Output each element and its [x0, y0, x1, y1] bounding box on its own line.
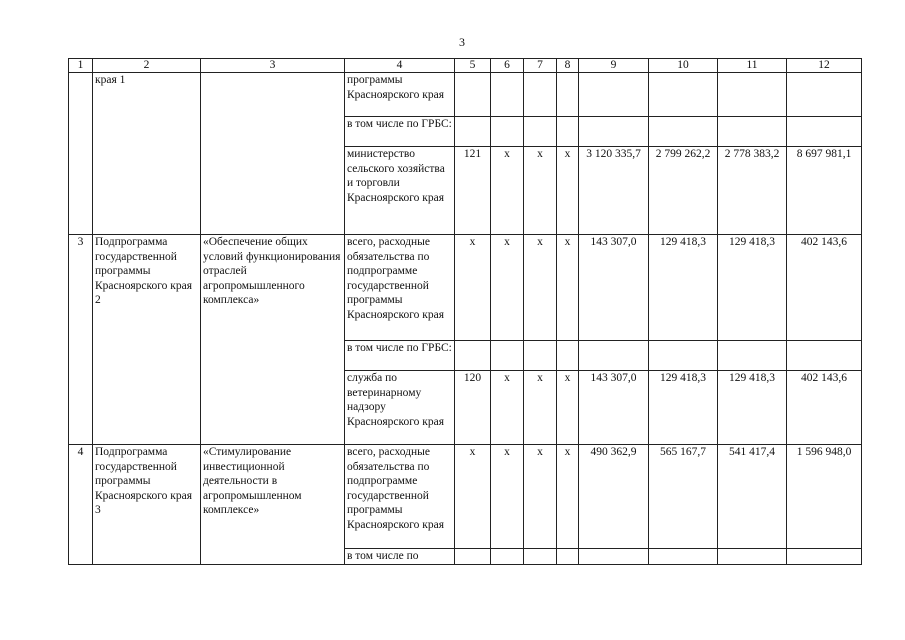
header-cell: 11 — [718, 59, 787, 73]
code-cell: х — [524, 371, 557, 445]
empty-cell — [649, 549, 718, 565]
code-cell: х — [491, 371, 524, 445]
empty-cell — [579, 549, 649, 565]
total-amount-cell: 8 697 981,1 — [787, 147, 862, 235]
empty-cell — [787, 73, 862, 117]
table-row — [69, 445, 862, 549]
amount-cell: 143 307,0 — [579, 371, 649, 445]
empty-cell — [718, 117, 787, 147]
amount-cell: 3 120 335,7 — [579, 147, 649, 235]
empty-cell — [649, 117, 718, 147]
subprogram-title-cell: «Стимулирование инвестиционной деятельности в агропромышленном комплексе» — [201, 445, 345, 565]
header-cell: 1 — [69, 59, 93, 73]
empty-cell — [455, 341, 491, 371]
empty-cell — [524, 341, 557, 371]
expense-type-cell: в том числе по ГРБС: — [345, 117, 455, 147]
empty-cell — [491, 117, 524, 147]
table-row — [69, 73, 862, 117]
budget-table — [68, 58, 862, 565]
empty-cell — [491, 549, 524, 565]
subprogram-name-cell: Подпрограмма государственной программы Красноярского края 3 — [93, 445, 201, 565]
code-cell: х — [491, 147, 524, 235]
empty-cell — [579, 117, 649, 147]
code-cell: х — [557, 371, 579, 445]
empty-cell — [455, 549, 491, 565]
empty-cell — [718, 341, 787, 371]
empty-cell — [557, 341, 579, 371]
expense-type-cell: всего, расходные обязательства по подпрограмме государственной программы Красноярского края — [345, 235, 455, 341]
empty-cell — [491, 73, 524, 117]
header-cell: 2 — [93, 59, 201, 73]
total-amount-cell: 402 143,6 — [787, 235, 862, 341]
table-row — [69, 235, 862, 341]
total-amount-cell: 1 596 948,0 — [787, 445, 862, 549]
row-number-cell — [69, 73, 93, 235]
empty-cell — [718, 73, 787, 117]
amount-cell: 143 307,0 — [579, 235, 649, 341]
empty-cell — [649, 341, 718, 371]
amount-cell: 2 778 383,2 — [718, 147, 787, 235]
amount-cell: 541 417,4 — [718, 445, 787, 549]
expense-type-cell: служба по ветеринарному надзору Красноярского края — [345, 371, 455, 445]
empty-cell — [557, 117, 579, 147]
empty-cell — [455, 73, 491, 117]
code-cell: х — [524, 445, 557, 549]
amount-cell: 129 418,3 — [649, 235, 718, 341]
code-cell: х — [557, 445, 579, 549]
code-cell: х — [524, 147, 557, 235]
empty-cell — [579, 73, 649, 117]
subprogram-title-cell: «Обеспечение общих условий функционирования отраслей агропромышленного комплекса» — [201, 235, 345, 445]
header-cell: 3 — [201, 59, 345, 73]
code-cell: х — [557, 235, 579, 341]
code-cell: х — [455, 445, 491, 549]
code-cell: х — [455, 235, 491, 341]
header-cell: 6 — [491, 59, 524, 73]
empty-cell — [524, 73, 557, 117]
amount-cell: 565 167,7 — [649, 445, 718, 549]
empty-cell — [557, 549, 579, 565]
empty-cell — [491, 341, 524, 371]
empty-cell — [579, 341, 649, 371]
empty-cell — [787, 341, 862, 371]
code-cell: х — [557, 147, 579, 235]
expense-type-cell: всего, расходные обязательства по подпрограмме государственной программы Красноярского края — [345, 445, 455, 549]
amount-cell: 129 418,3 — [649, 371, 718, 445]
empty-cell — [787, 549, 862, 565]
subprogram-name-cell: края 1 — [93, 73, 201, 235]
row-number-cell: 3 — [69, 235, 93, 445]
header-cell: 5 — [455, 59, 491, 73]
empty-cell — [557, 73, 579, 117]
empty-cell — [524, 117, 557, 147]
header-cell: 7 — [524, 59, 557, 73]
header-cell: 10 — [649, 59, 718, 73]
subprogram-name-cell: Подпрограмма государственной программы Красноярского края 2 — [93, 235, 201, 445]
page-number-text: 3 — [459, 35, 465, 49]
code-cell: х — [491, 445, 524, 549]
empty-cell — [649, 73, 718, 117]
total-amount-cell: 402 143,6 — [787, 371, 862, 445]
empty-cell — [718, 549, 787, 565]
header-row — [69, 59, 862, 73]
empty-cell — [787, 117, 862, 147]
header-cell: 9 — [579, 59, 649, 73]
grbs-code-cell: 121 — [455, 147, 491, 235]
amount-cell: 490 362,9 — [579, 445, 649, 549]
expense-type-cell: программы Красноярского края — [345, 73, 455, 117]
header-cell: 4 — [345, 59, 455, 73]
header-cell: 8 — [557, 59, 579, 73]
subprogram-title-cell — [201, 73, 345, 235]
code-cell: х — [491, 235, 524, 341]
grbs-code-cell: 120 — [455, 371, 491, 445]
empty-cell — [455, 117, 491, 147]
amount-cell: 129 418,3 — [718, 235, 787, 341]
header-cell: 12 — [787, 59, 862, 73]
expense-type-cell: министерство сельского хозяйства и торговли Красноярского края — [345, 147, 455, 235]
code-cell: х — [524, 235, 557, 341]
expense-type-cell: в том числе по ГРБС: — [345, 341, 455, 371]
empty-cell — [524, 549, 557, 565]
amount-cell: 2 799 262,2 — [649, 147, 718, 235]
expense-type-cell: в том числе по — [345, 549, 455, 565]
amount-cell: 129 418,3 — [718, 371, 787, 445]
row-number-cell: 4 — [69, 445, 93, 565]
